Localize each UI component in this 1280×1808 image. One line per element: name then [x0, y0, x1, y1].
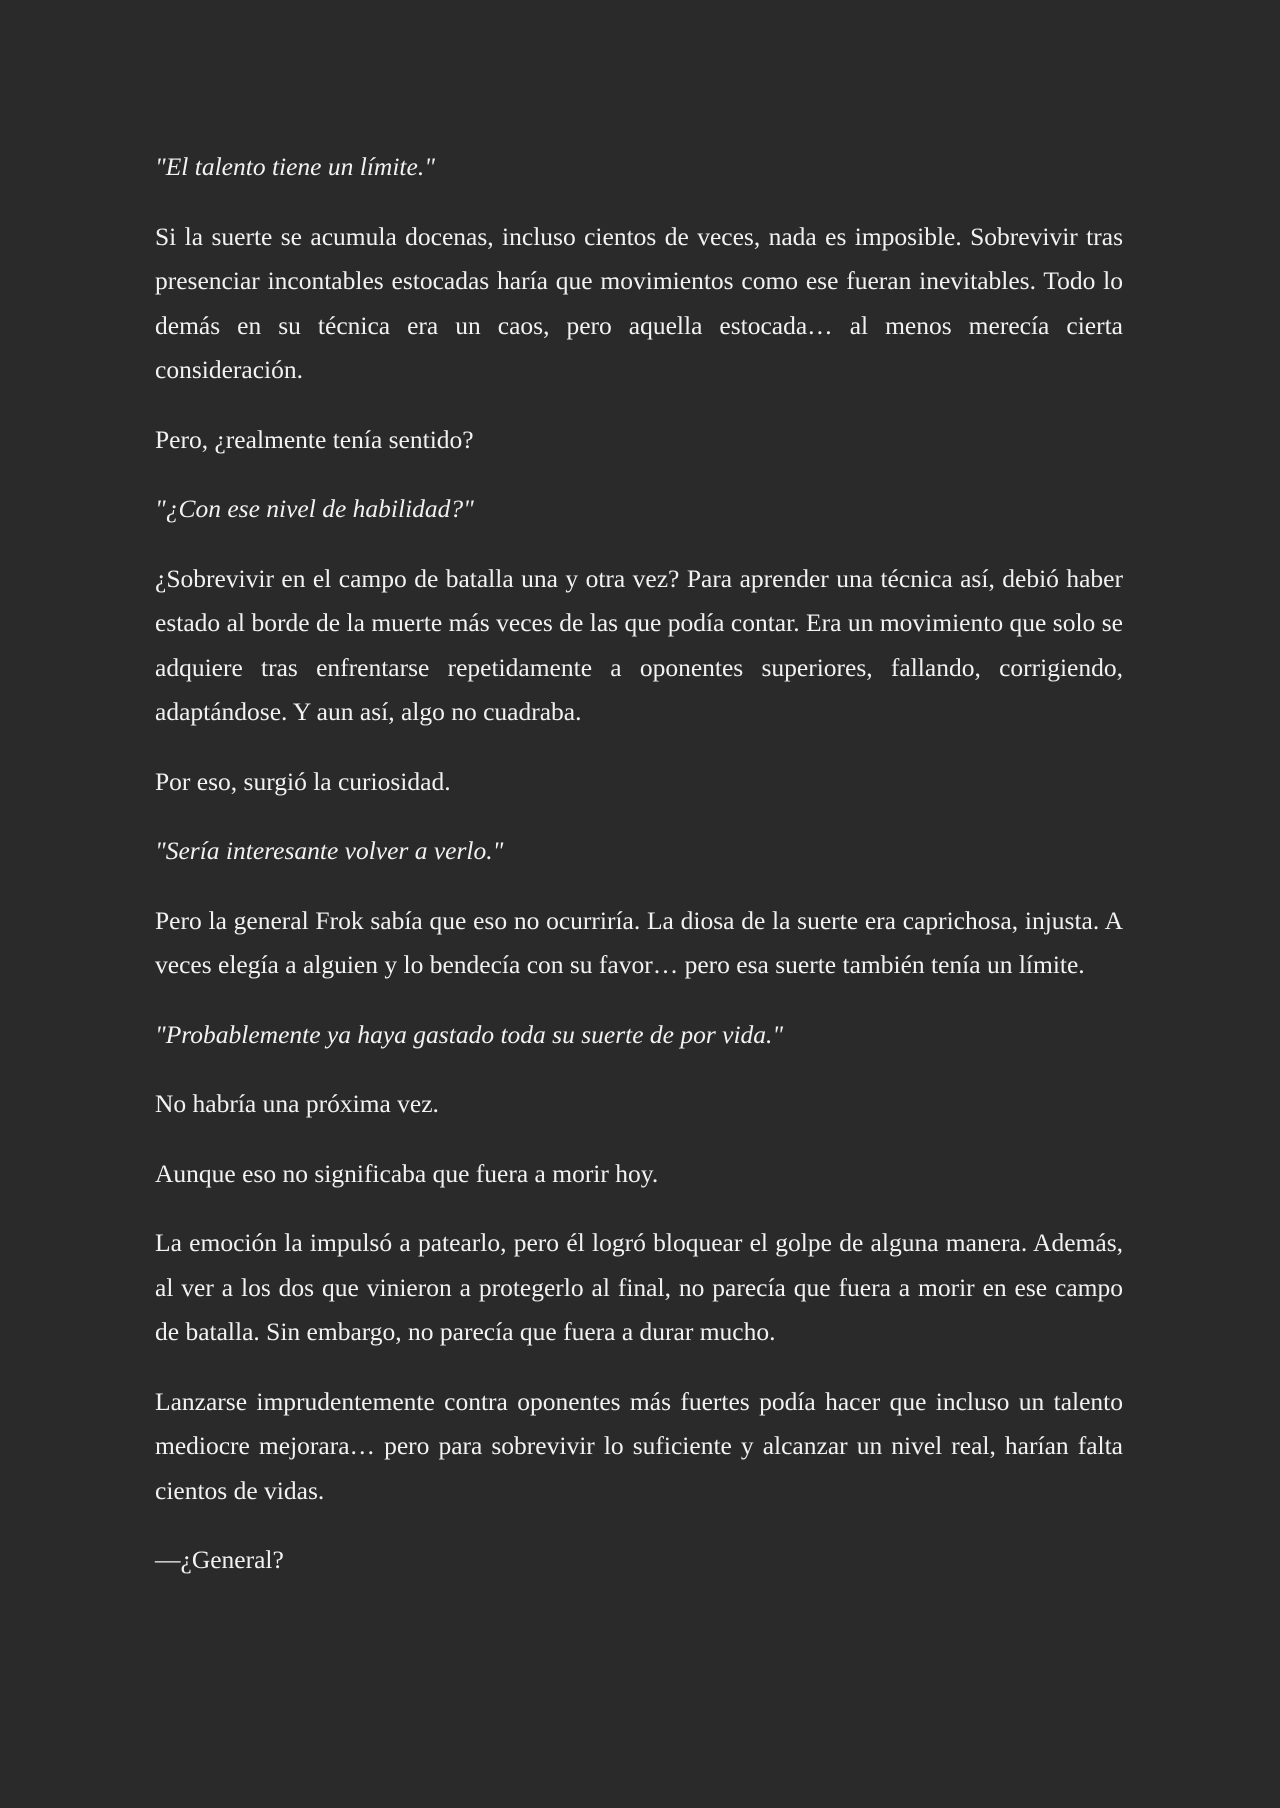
paragraph-8: La emoción la impulsó a patearlo, pero él logró bloquear el golpe de alguna manera. Además, al ver a los dos que vinieron a protegerlo al final, no parecía que fuera a morir en ese campo de batalla. Sin embargo, no parecía que fuera a durar mucho.	[155, 1228, 1123, 1346]
paragraph-quote-3: "Sería interesante volver a verlo."	[155, 836, 504, 865]
paragraph-7: Aunque eso no significaba que fuera a morir hoy.	[155, 1158, 659, 1188]
paragraph-2: Pero, ¿realmente tenía sentido?	[155, 424, 474, 454]
paragraph-9: Lanzarse imprudentemente contra oponentes más fuertes podía hacer que incluso un talento mediocre mejorara… pero para sobrevivir lo suficiente y alcanzar un nivel real, harían falta cientos de vidas.	[155, 1386, 1123, 1505]
paragraph-quote-4: "Probablemente ya haya gastado toda su suerte de por vida."	[155, 1019, 784, 1049]
paragraph-6: No habría una próxima vez.	[155, 1089, 439, 1118]
paragraph-3: ¿Sobrevivir en el campo de batalla una y otra vez? Para aprender una técnica así, debió haber estado al borde de la muerte más veces de las que podía contar. Era un movimiento que solo se adquiere tras enfrentarse repetidamente a oponentes superiores, fallando, corrigiendo, adaptándose. Y aun así, algo no cuadraba.	[155, 563, 1123, 726]
paragraph-5: Pero la general Frok sabía que eso no ocurriría. La diosa de la suerte era caprichosa, injusta. A veces elegía a alguien y lo bendecía con su favor… pero esa suerte también tenía un límite.	[155, 905, 1123, 979]
paragraph-quote-1: "El talento tiene un límite."	[155, 152, 435, 181]
paragraph-4: Por eso, surgió la curiosidad.	[155, 766, 451, 796]
paragraph-1: Si la suerte se acumula docenas, incluso cientos de veces, nada es imposible. Sobrevivir tras presenciar incontables estocadas haría que movimientos como ese fueran inevitables. Todo lo demás en su técnica era un caos, pero aquella estocada… al menos merecía cierta consideración.	[155, 221, 1123, 384]
paragraph-quote-2: "¿Con ese nivel de habilidad?"	[155, 494, 474, 523]
document-page	[155, 145, 1123, 1583]
paragraph-dialogue: —¿General?	[155, 1545, 284, 1574]
